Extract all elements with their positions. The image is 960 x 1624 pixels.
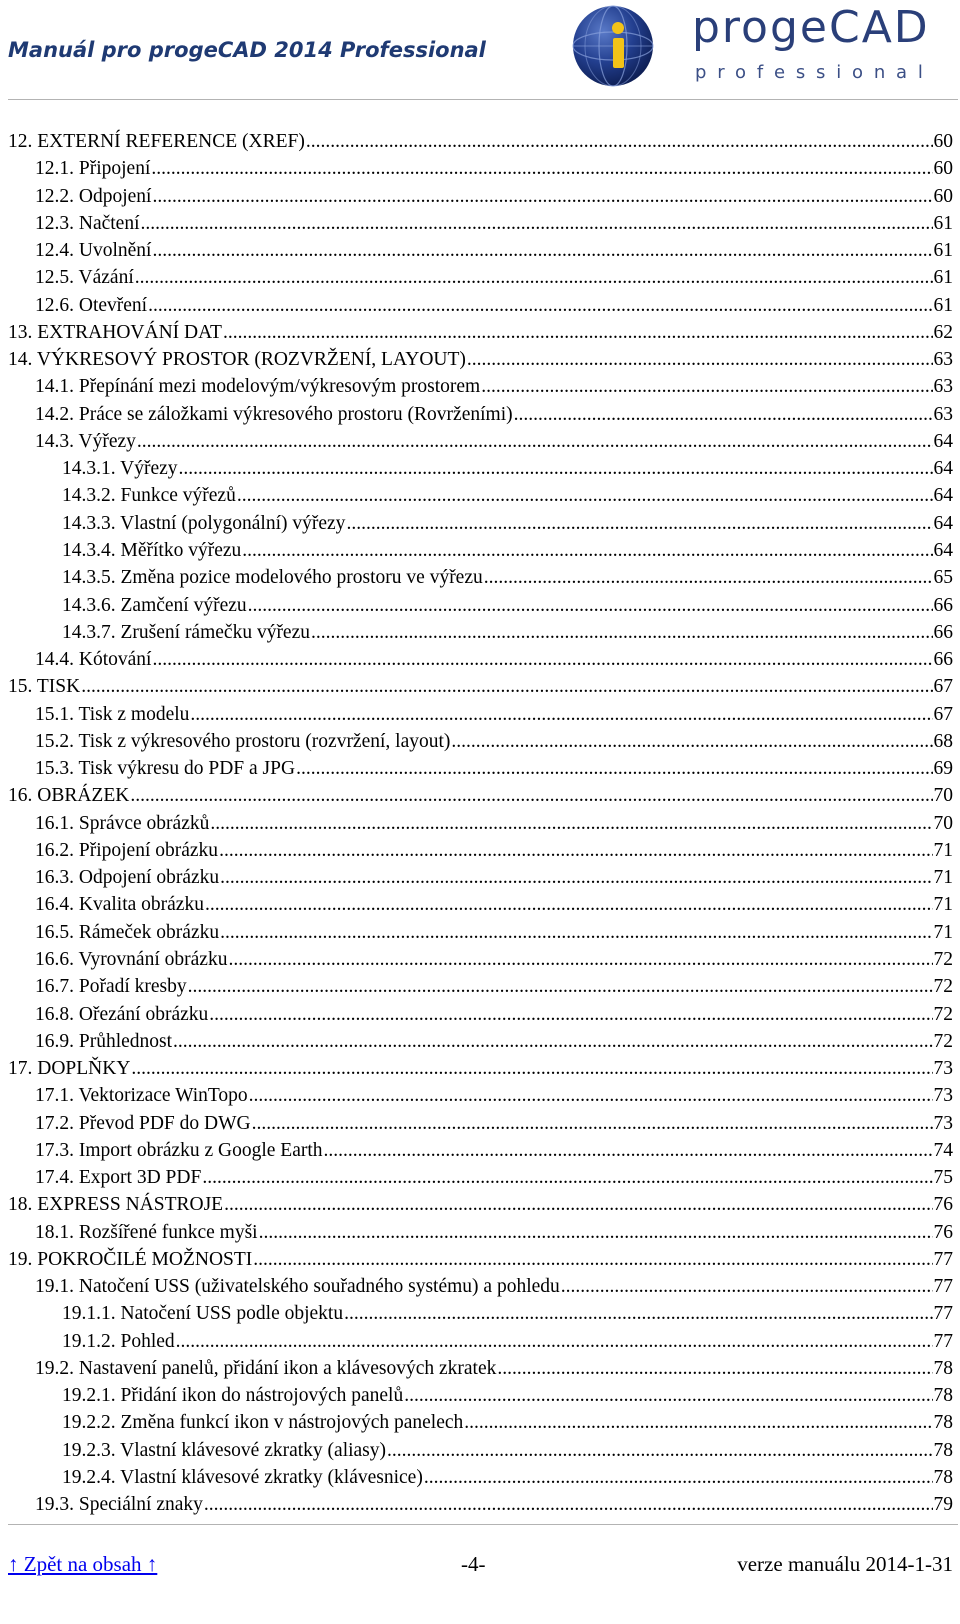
- toc-entry-label: 16.7. Pořadí kresby: [35, 976, 187, 998]
- toc-entry-label: 14.3.3. Vlastní (polygonální) výřezy: [62, 512, 346, 534]
- toc-leader-dots: [484, 564, 933, 591]
- toc-leader-dots: [253, 1246, 932, 1273]
- toc-entry-page: 64: [933, 512, 953, 534]
- toc-entry[interactable]: [8, 1001, 953, 1028]
- toc-leader-dots: [306, 128, 933, 155]
- toc-leader-dots: [81, 673, 932, 700]
- toc-leader-dots: [205, 891, 933, 918]
- toc-entry-page: 76: [933, 1221, 953, 1243]
- toc-leader-dots: [514, 401, 933, 428]
- toc-entry-page: 78: [933, 1439, 953, 1461]
- toc-entry-label: 18. EXPRESS NÁSTROJE: [8, 1194, 224, 1216]
- toc-entry-label: 14.3.7. Zrušení rámečku výřezu: [62, 621, 310, 643]
- toc-entry-label: 18.1. Rozšířené funkce myši: [35, 1221, 258, 1243]
- toc-leader-dots: [481, 373, 932, 400]
- toc-entry[interactable]: [8, 837, 953, 864]
- toc-leader-dots: [424, 1464, 933, 1491]
- toc-entry-page: 61: [933, 267, 953, 289]
- toc-leader-dots: [219, 837, 932, 864]
- toc-entry-page: 69: [933, 758, 953, 780]
- toc-entry-page: 67: [933, 703, 953, 725]
- toc-leader-dots: [151, 155, 932, 182]
- toc-entry-page: 73: [933, 1085, 953, 1107]
- toc-entry[interactable]: [8, 128, 953, 155]
- toc-entry[interactable]: [8, 428, 953, 455]
- toc-entry[interactable]: [8, 455, 953, 482]
- toc-entry-label: 14.3.6. Zamčení výřezu: [62, 594, 247, 616]
- toc-entry-page: 63: [933, 403, 953, 425]
- toc-entry-label: 19.3. Speciální znaky: [35, 1494, 203, 1516]
- toc-entry-label: 19.2.3. Vlastní klávesové zkratky (aliasy): [62, 1439, 387, 1461]
- toc-leader-dots: [204, 1491, 933, 1518]
- toc-entry[interactable]: [8, 1219, 953, 1246]
- toc-entry-page: 71: [933, 839, 953, 861]
- toc-leader-dots: [404, 1382, 932, 1409]
- toc-leader-dots: [228, 946, 932, 973]
- footer-divider: [8, 1524, 958, 1525]
- toc-leader-dots: [137, 428, 933, 455]
- toc-leader-dots: [209, 1001, 932, 1028]
- logo-subtitle: professional: [695, 62, 934, 83]
- toc-leader-dots: [188, 973, 933, 1000]
- toc-entry-page: 77: [933, 1303, 953, 1325]
- toc-entry[interactable]: [8, 346, 953, 373]
- toc-entry[interactable]: [8, 210, 953, 237]
- toc-entry-label: 12.1. Připojení: [35, 158, 151, 180]
- toc-leader-dots: [344, 1300, 932, 1327]
- toc-entry-page: 66: [933, 621, 953, 643]
- toc-entry-label: 19.2.2. Změna funkcí ikon v nástrojových panelech: [62, 1412, 464, 1434]
- toc-leader-dots: [173, 1028, 932, 1055]
- toc-entry-label: 16.2. Připojení obrázku: [35, 839, 219, 861]
- toc-entry-page: 78: [933, 1467, 953, 1489]
- toc-entry-label: 16.9. Průhlednost: [35, 1030, 173, 1052]
- toc-entry-label: 12.4. Uvolnění: [35, 240, 152, 262]
- toc-entry[interactable]: [8, 891, 953, 918]
- logo-wordmark: progeCAD: [692, 2, 930, 53]
- toc-entry[interactable]: [8, 237, 953, 264]
- toc-leader-dots: [561, 1273, 933, 1300]
- toc-entry-page: 71: [933, 921, 953, 943]
- toc-leader-dots: [248, 592, 933, 619]
- toc-entry-page: 64: [933, 539, 953, 561]
- toc-entry-page: 76: [933, 1194, 953, 1216]
- toc-entry-page: 72: [933, 976, 953, 998]
- toc-entry-page: 71: [933, 894, 953, 916]
- toc-entry[interactable]: [8, 1055, 953, 1082]
- toc-entry-page: 61: [933, 240, 953, 262]
- toc-entry-label: 15.2. Tisk z výkresového prostoru (rozvržení, layout): [35, 730, 451, 752]
- toc-entry-label: 19. POKROČILÉ MOŽNOSTI: [8, 1248, 253, 1270]
- toc-entry-page: 61: [933, 294, 953, 316]
- toc-entry-page: 72: [933, 1030, 953, 1052]
- toc-leader-dots: [387, 1437, 932, 1464]
- toc-entry-label: 14.3.1. Výřezy: [62, 458, 178, 480]
- toc-entry-page: 71: [933, 867, 953, 889]
- toc-leader-dots: [202, 1164, 932, 1191]
- toc-leader-dots: [259, 1219, 933, 1246]
- toc-entry-page: 60: [933, 185, 953, 207]
- toc-entry[interactable]: [8, 1028, 953, 1055]
- toc-entry-label: 17. DOPLŇKY: [8, 1058, 131, 1080]
- header-divider: [8, 99, 958, 100]
- toc-entry-page: 66: [933, 649, 953, 671]
- toc-entry-label: 12.5. Vázání: [35, 267, 134, 289]
- toc-entry-page: 60: [933, 131, 953, 152]
- toc-leader-dots: [467, 346, 933, 373]
- toc-leader-dots: [224, 1191, 932, 1218]
- toc-entry-page: 60: [933, 158, 953, 180]
- toc-leader-dots: [135, 264, 933, 291]
- toc-entry[interactable]: [8, 155, 953, 182]
- toc-entry-label: 14.3.4. Měřítko výřezu: [62, 539, 242, 561]
- toc-entry-label: 19.1.1. Natočení USS podle objektu: [62, 1303, 344, 1325]
- toc-leader-dots: [179, 455, 933, 482]
- toc-entry[interactable]: [8, 537, 953, 564]
- toc-entry-label: 14.3. Výřezy: [35, 430, 136, 452]
- toc-entry-page: 64: [933, 430, 953, 452]
- back-to-contents-link[interactable]: ↑ Zpět na obsah ↑: [8, 1552, 158, 1576]
- toc-entry[interactable]: [8, 864, 953, 891]
- toc-leader-dots: [252, 1110, 933, 1137]
- toc-entry-page: 77: [933, 1276, 953, 1298]
- toc-entry[interactable]: [8, 646, 953, 673]
- toc-entry-label: 14.3.2. Funkce výřezů: [62, 485, 236, 507]
- toc-entry[interactable]: [8, 810, 953, 837]
- toc-leader-dots: [141, 210, 933, 237]
- toc-leader-dots: [152, 646, 932, 673]
- toc-entry-label: 14.2. Práce se záložkami výkresového prostoru (Rovrženími): [35, 403, 513, 425]
- toc-entry[interactable]: [8, 1491, 953, 1518]
- toc-entry-label: 14.1. Přepínání mezi modelovým/výkresovým prostorem: [35, 376, 481, 398]
- toc-entry-page: 74: [933, 1139, 953, 1161]
- toc-entry-label: 17.1. Vektorizace WinTopo: [35, 1085, 248, 1107]
- toc-entry-label: 12.6. Otevření: [35, 294, 148, 316]
- toc-entry-label: 16.1. Správce obrázků: [35, 812, 210, 834]
- toc-entry[interactable]: [8, 701, 953, 728]
- toc-entry-page: 78: [933, 1385, 953, 1407]
- toc-leader-dots: [237, 482, 933, 509]
- toc-entry-page: 65: [933, 567, 953, 589]
- toc-entry[interactable]: [8, 183, 953, 210]
- toc-entry[interactable]: [8, 373, 953, 400]
- page-header: [0, 0, 960, 104]
- toc-entry-page: 73: [933, 1058, 953, 1080]
- toc-entry-label: 15. TISK: [8, 676, 81, 698]
- toc-entry-label: 16. OBRÁZEK: [8, 785, 130, 807]
- toc-leader-dots: [152, 237, 932, 264]
- toc-entry[interactable]: [8, 919, 953, 946]
- toc-entry-page: 72: [933, 948, 953, 970]
- toc-entry[interactable]: [8, 510, 953, 537]
- progecad-logo-icon: [571, 4, 655, 88]
- toc-entry-label: 16.6. Vyrovnání obrázku: [35, 948, 228, 970]
- toc-entry-label: 19.2.4. Vlastní klávesové zkratky (klávesnice): [62, 1467, 423, 1489]
- toc-entry-label: 16.3. Odpojení obrázku: [35, 867, 220, 889]
- toc-entry-label: 17.2. Převod PDF do DWG: [35, 1112, 251, 1134]
- toc-entry[interactable]: [8, 1355, 953, 1382]
- toc-entry-page: 73: [933, 1112, 953, 1134]
- toc-entry-label: 17.3. Import obrázku z Google Earth: [35, 1139, 323, 1161]
- toc-entry-page: 62: [933, 321, 953, 343]
- toc-leader-dots: [131, 1055, 932, 1082]
- toc-entry[interactable]: [8, 264, 953, 291]
- toc-entry-page: 79: [933, 1494, 953, 1516]
- toc-entry-label: 19.2. Nastavení panelů, přidání ikon a klávesových zkratek: [35, 1357, 497, 1379]
- toc-leader-dots: [210, 810, 932, 837]
- toc-leader-dots: [464, 1409, 932, 1436]
- toc-entry-page: 70: [933, 785, 953, 807]
- toc-entry[interactable]: [8, 482, 953, 509]
- toc-entry-label: 14.3.5. Změna pozice modelového prostoru ve výřezu: [62, 567, 483, 589]
- toc-entry[interactable]: [8, 319, 953, 346]
- toc-entry-label: 12. EXTERNÍ REFERENCE (XREF): [8, 131, 305, 152]
- toc-leader-dots: [176, 1328, 933, 1355]
- manual-title: Manuál pro progeCAD 2014 Professional: [8, 38, 486, 62]
- toc-entry-label: 17.4. Export 3D PDF: [35, 1167, 202, 1189]
- toc-leader-dots: [451, 728, 932, 755]
- toc-entry-page: 78: [933, 1357, 953, 1379]
- toc-leader-dots: [220, 919, 932, 946]
- toc-entry-page: 61: [933, 212, 953, 234]
- toc-entry[interactable]: [8, 1273, 953, 1300]
- toc-entry-page: 64: [933, 485, 953, 507]
- toc-entry-page: 72: [933, 1003, 953, 1025]
- toc-entry-page: 68: [933, 730, 953, 752]
- toc-leader-dots: [296, 755, 932, 782]
- toc-entry[interactable]: [8, 592, 953, 619]
- page-number: -4-: [461, 1552, 486, 1576]
- toc-leader-dots: [249, 1082, 933, 1109]
- toc-entry[interactable]: [8, 946, 953, 973]
- toc-leader-dots: [220, 864, 932, 891]
- toc-entry-label: 19.2.1. Přidání ikon do nástrojových panelů: [62, 1385, 404, 1407]
- toc-entry[interactable]: [8, 401, 953, 428]
- page-footer: [8, 1552, 953, 1580]
- toc-leader-dots: [148, 292, 932, 319]
- toc-leader-dots: [130, 782, 932, 809]
- toc-entry-label: 16.4. Kvalita obrázku: [35, 894, 204, 916]
- toc-entry-label: 19.1.2. Pohled: [62, 1330, 175, 1352]
- toc-entry-page: 63: [933, 349, 953, 371]
- toc-entry[interactable]: [8, 755, 953, 782]
- toc-entry[interactable]: [8, 619, 953, 646]
- toc-entry[interactable]: [8, 1382, 953, 1409]
- toc-entry[interactable]: [8, 782, 953, 809]
- toc-entry-page: 75: [933, 1167, 953, 1189]
- toc-entry-label: 12.3. Načtení: [35, 212, 140, 234]
- toc-entry-label: 14. VÝKRESOVÝ PROSTOR (ROZVRŽENÍ, LAYOUT): [8, 349, 466, 371]
- toc-entry[interactable]: [8, 1246, 953, 1273]
- toc-leader-dots: [346, 510, 932, 537]
- toc-entry-page: 64: [933, 458, 953, 480]
- toc-entry-page: 70: [933, 812, 953, 834]
- toc-entry-label: 14.4. Kótování: [35, 649, 152, 671]
- toc-entry[interactable]: [8, 673, 953, 700]
- toc-entry[interactable]: [8, 1110, 953, 1137]
- toc-entry[interactable]: [8, 1191, 953, 1218]
- toc-entry[interactable]: [8, 1164, 953, 1191]
- toc-entry[interactable]: [8, 728, 953, 755]
- toc-entry-page: 67: [933, 676, 953, 698]
- toc-entry[interactable]: [8, 1437, 953, 1464]
- toc-leader-dots: [324, 1137, 933, 1164]
- toc-entry[interactable]: [8, 973, 953, 1000]
- toc-leader-dots: [242, 537, 932, 564]
- toc-leader-dots: [311, 619, 933, 646]
- toc-leader-dots: [190, 701, 932, 728]
- toc-entry-label: 13. EXTRAHOVÁNÍ DAT: [8, 321, 222, 343]
- toc-entry-page: 78: [933, 1412, 953, 1434]
- toc-entry[interactable]: [8, 292, 953, 319]
- toc-entry-page: 77: [933, 1248, 953, 1270]
- toc-entry[interactable]: [8, 1464, 953, 1491]
- toc-entry[interactable]: [8, 1409, 953, 1436]
- toc-entry[interactable]: [8, 1082, 953, 1109]
- table-of-contents: [8, 128, 953, 1519]
- toc-entry-label: 12.2. Odpojení: [35, 185, 152, 207]
- toc-leader-dots: [223, 319, 933, 346]
- toc-entry[interactable]: [8, 1137, 953, 1164]
- toc-entry-label: 19.1. Natočení USS (uživatelského souřadného systému) a pohledu: [35, 1276, 560, 1298]
- toc-entry-page: 66: [933, 594, 953, 616]
- toc-entry-page: 77: [933, 1330, 953, 1352]
- toc-entry-label: 15.3. Tisk výkresu do PDF a JPG: [35, 758, 296, 780]
- toc-entry-label: 15.1. Tisk z modelu: [35, 703, 190, 725]
- toc-entry[interactable]: [8, 564, 953, 591]
- toc-entry[interactable]: [8, 1328, 953, 1355]
- toc-entry-label: 16.8. Ořezání obrázku: [35, 1003, 209, 1025]
- toc-entry-label: 16.5. Rámeček obrázku: [35, 921, 220, 943]
- toc-leader-dots: [152, 183, 932, 210]
- toc-entry[interactable]: [8, 1300, 953, 1327]
- toc-leader-dots: [497, 1355, 932, 1382]
- toc-entry-page: 63: [933, 376, 953, 398]
- manual-version: verze manuálu 2014-1-31: [737, 1552, 953, 1576]
